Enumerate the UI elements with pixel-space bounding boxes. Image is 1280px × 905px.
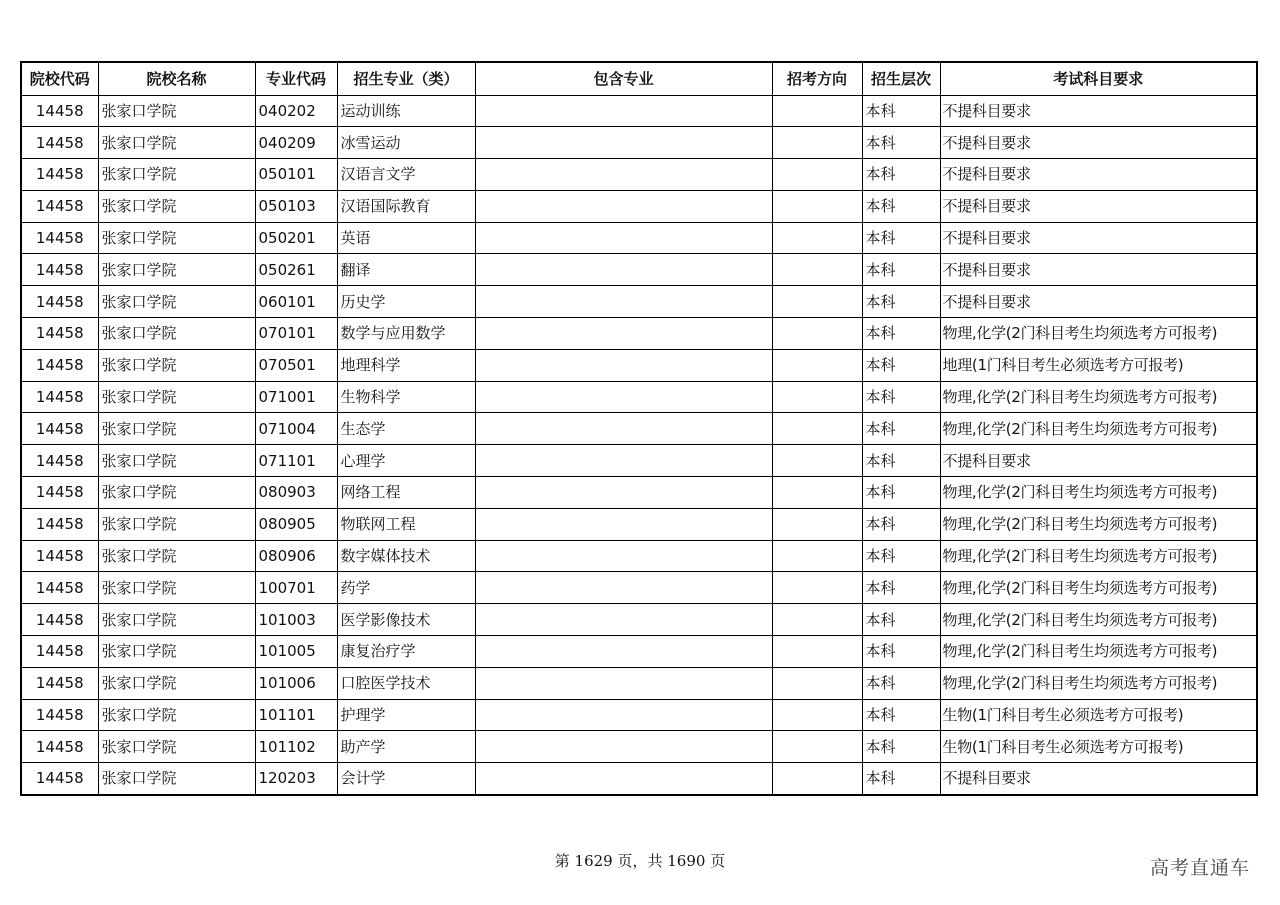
direction-cell [772,540,862,572]
table-row [21,667,1257,699]
school-code-cell: 14458 [21,222,98,254]
level-cell: 本科 [862,667,940,699]
included-majors-cell [475,381,772,413]
table-row [21,604,1257,636]
direction-cell [772,318,862,350]
direction-cell [772,604,862,636]
major-cell: 运动训练 [337,95,475,127]
major-cell: 康复治疗学 [337,636,475,668]
table-body [21,95,1257,795]
school-name-cell: 张家口学院 [98,540,255,572]
major-cell: 会计学 [337,763,475,795]
direction-cell [772,190,862,222]
major-code-cell: 071001 [255,381,337,413]
direction-cell [772,159,862,191]
school-code-cell: 14458 [21,604,98,636]
direction-cell [772,222,862,254]
subject-requirements-cell: 物理,化学(2门科目考生均须选考方可报考) [940,572,1257,604]
direction-cell [772,763,862,795]
school-code-cell: 14458 [21,95,98,127]
major-code-cell: 070501 [255,349,337,381]
major-code-cell: 050261 [255,254,337,286]
included-majors-cell [475,572,772,604]
subject-requirements-cell: 不提科目要求 [940,159,1257,191]
table-row [21,159,1257,191]
included-majors-cell [475,445,772,477]
major-cell: 英语 [337,222,475,254]
major-cell: 数字媒体技术 [337,540,475,572]
level-cell: 本科 [862,95,940,127]
table-header-row [21,62,1257,95]
included-majors-cell [475,349,772,381]
major-cell: 护理学 [337,699,475,731]
school-name-cell: 张家口学院 [98,699,255,731]
school-name-cell: 张家口学院 [98,286,255,318]
level-cell: 本科 [862,731,940,763]
direction-cell [772,127,862,159]
subject-requirements-cell: 生物(1门科目考生必须选考方可报考) [940,699,1257,731]
header-subject-requirements: 考试科目要求 [940,62,1257,95]
major-cell: 历史学 [337,286,475,318]
major-code-cell: 050103 [255,190,337,222]
subject-requirements-cell: 不提科目要求 [940,222,1257,254]
major-cell: 生态学 [337,413,475,445]
level-cell: 本科 [862,413,940,445]
major-code-cell: 120203 [255,763,337,795]
direction-cell [772,508,862,540]
level-cell: 本科 [862,318,940,350]
level-cell: 本科 [862,445,940,477]
school-name-cell: 张家口学院 [98,190,255,222]
subject-requirements-cell: 物理,化学(2门科目考生均须选考方可报考) [940,508,1257,540]
included-majors-cell [475,318,772,350]
school-name-cell: 张家口学院 [98,349,255,381]
subject-requirements-cell: 物理,化学(2门科目考生均须选考方可报考) [940,636,1257,668]
major-cell: 心理学 [337,445,475,477]
direction-cell [772,636,862,668]
school-code-cell: 14458 [21,254,98,286]
school-name-cell: 张家口学院 [98,159,255,191]
header-included-majors: 包含专业 [475,62,772,95]
level-cell: 本科 [862,159,940,191]
major-code-cell: 050201 [255,222,337,254]
table-row [21,445,1257,477]
major-cell: 数学与应用数学 [337,318,475,350]
included-majors-cell [475,699,772,731]
included-majors-cell [475,604,772,636]
school-name-cell: 张家口学院 [98,254,255,286]
major-code-cell: 101006 [255,667,337,699]
subject-requirements-cell: 物理,化学(2门科目考生均须选考方可报考) [940,477,1257,509]
school-name-cell: 张家口学院 [98,445,255,477]
admission-table-container [20,61,1258,796]
table-row [21,286,1257,318]
school-code-cell: 14458 [21,636,98,668]
watermark-text: 高考直通车 [1149,857,1250,879]
major-code-cell: 040209 [255,127,337,159]
level-cell: 本科 [862,540,940,572]
table-row [21,127,1257,159]
major-cell: 翻译 [337,254,475,286]
school-code-cell: 14458 [21,381,98,413]
admission-table [20,61,1258,796]
direction-cell [772,95,862,127]
major-cell: 药学 [337,572,475,604]
major-code-cell: 070101 [255,318,337,350]
level-cell: 本科 [862,254,940,286]
school-code-cell: 14458 [21,127,98,159]
major-code-cell: 101003 [255,604,337,636]
school-code-cell: 14458 [21,445,98,477]
table-row [21,349,1257,381]
school-code-cell: 14458 [21,731,98,763]
direction-cell [772,667,862,699]
school-name-cell: 张家口学院 [98,127,255,159]
subject-requirements-cell: 不提科目要求 [940,763,1257,795]
level-cell: 本科 [862,572,940,604]
table-row [21,572,1257,604]
major-cell: 医学影像技术 [337,604,475,636]
school-name-cell: 张家口学院 [98,95,255,127]
table-row [21,763,1257,795]
table-row [21,190,1257,222]
major-code-cell: 080905 [255,508,337,540]
level-cell: 本科 [862,636,940,668]
subject-requirements-cell: 物理,化学(2门科目考生均须选考方可报考) [940,604,1257,636]
school-code-cell: 14458 [21,190,98,222]
school-name-cell: 张家口学院 [98,604,255,636]
school-code-cell: 14458 [21,349,98,381]
school-code-cell: 14458 [21,540,98,572]
school-code-cell: 14458 [21,159,98,191]
included-majors-cell [475,636,772,668]
level-cell: 本科 [862,349,940,381]
direction-cell [772,254,862,286]
direction-cell [772,445,862,477]
included-majors-cell [475,159,772,191]
level-cell: 本科 [862,699,940,731]
table-row [21,731,1257,763]
major-cell: 网络工程 [337,477,475,509]
school-name-cell: 张家口学院 [98,222,255,254]
major-cell: 汉语国际教育 [337,190,475,222]
subject-requirements-cell: 生物(1门科目考生必须选考方可报考) [940,731,1257,763]
included-majors-cell [475,508,772,540]
direction-cell [772,477,862,509]
included-majors-cell [475,477,772,509]
level-cell: 本科 [862,222,940,254]
major-cell: 物联网工程 [337,508,475,540]
subject-requirements-cell: 物理,化学(2门科目考生均须选考方可报考) [940,413,1257,445]
included-majors-cell [475,540,772,572]
table-row [21,477,1257,509]
level-cell: 本科 [862,508,940,540]
subject-requirements-cell: 物理,化学(2门科目考生均须选考方可报考) [940,318,1257,350]
direction-cell [772,381,862,413]
school-name-cell: 张家口学院 [98,763,255,795]
table-row [21,222,1257,254]
school-code-cell: 14458 [21,763,98,795]
table-row [21,636,1257,668]
level-cell: 本科 [862,477,940,509]
table-row [21,318,1257,350]
school-name-cell: 张家口学院 [98,636,255,668]
included-majors-cell [475,127,772,159]
major-code-cell: 101005 [255,636,337,668]
school-code-cell: 14458 [21,667,98,699]
major-cell: 汉语言文学 [337,159,475,191]
direction-cell [772,349,862,381]
header-level: 招生层次 [862,62,940,95]
school-code-cell: 14458 [21,413,98,445]
school-name-cell: 张家口学院 [98,508,255,540]
school-name-cell: 张家口学院 [98,413,255,445]
subject-requirements-cell: 物理,化学(2门科目考生均须选考方可报考) [940,381,1257,413]
table-row [21,413,1257,445]
school-code-cell: 14458 [21,572,98,604]
table-row [21,699,1257,731]
table-row [21,508,1257,540]
school-code-cell: 14458 [21,699,98,731]
direction-cell [772,413,862,445]
included-majors-cell [475,190,772,222]
table-row [21,540,1257,572]
school-code-cell: 14458 [21,508,98,540]
subject-requirements-cell: 不提科目要求 [940,127,1257,159]
included-majors-cell [475,667,772,699]
major-cell: 助产学 [337,731,475,763]
included-majors-cell [475,286,772,318]
school-code-cell: 14458 [21,318,98,350]
included-majors-cell [475,731,772,763]
major-cell: 生物科学 [337,381,475,413]
subject-requirements-cell: 不提科目要求 [940,190,1257,222]
level-cell: 本科 [862,127,940,159]
direction-cell [772,572,862,604]
level-cell: 本科 [862,381,940,413]
school-name-cell: 张家口学院 [98,381,255,413]
header-school-code: 院校代码 [21,62,98,95]
major-code-cell: 050101 [255,159,337,191]
major-cell: 口腔医学技术 [337,667,475,699]
direction-cell [772,699,862,731]
included-majors-cell [475,413,772,445]
major-code-cell: 080906 [255,540,337,572]
major-cell: 冰雪运动 [337,127,475,159]
table-row [21,254,1257,286]
major-code-cell: 060101 [255,286,337,318]
header-major: 招生专业（类） [337,62,475,95]
major-code-cell: 080903 [255,477,337,509]
school-name-cell: 张家口学院 [98,731,255,763]
header-school-name: 院校名称 [98,62,255,95]
major-code-cell: 071101 [255,445,337,477]
major-code-cell: 100701 [255,572,337,604]
direction-cell [772,731,862,763]
subject-requirements-cell: 不提科目要求 [940,286,1257,318]
major-code-cell: 101102 [255,731,337,763]
table-row [21,381,1257,413]
school-name-cell: 张家口学院 [98,318,255,350]
header-major-code: 专业代码 [255,62,337,95]
table-row [21,95,1257,127]
subject-requirements-cell: 物理,化学(2门科目考生均须选考方可报考) [940,667,1257,699]
school-name-cell: 张家口学院 [98,667,255,699]
subject-requirements-cell: 不提科目要求 [940,95,1257,127]
level-cell: 本科 [862,286,940,318]
major-code-cell: 040202 [255,95,337,127]
included-majors-cell [475,222,772,254]
school-name-cell: 张家口学院 [98,572,255,604]
subject-requirements-cell: 不提科目要求 [940,254,1257,286]
direction-cell [772,286,862,318]
subject-requirements-cell: 不提科目要求 [940,445,1257,477]
school-code-cell: 14458 [21,286,98,318]
header-direction: 招考方向 [772,62,862,95]
level-cell: 本科 [862,763,940,795]
included-majors-cell [475,763,772,795]
page-number: 第 1629 页，共 1690 页 [554,852,726,870]
level-cell: 本科 [862,604,940,636]
level-cell: 本科 [862,190,940,222]
included-majors-cell [475,254,772,286]
included-majors-cell [475,95,772,127]
major-cell: 地理科学 [337,349,475,381]
school-name-cell: 张家口学院 [98,477,255,509]
subject-requirements-cell: 物理,化学(2门科目考生均须选考方可报考) [940,540,1257,572]
school-code-cell: 14458 [21,477,98,509]
major-code-cell: 071004 [255,413,337,445]
major-code-cell: 101101 [255,699,337,731]
subject-requirements-cell: 地理(1门科目考生必须选考方可报考) [940,349,1257,381]
